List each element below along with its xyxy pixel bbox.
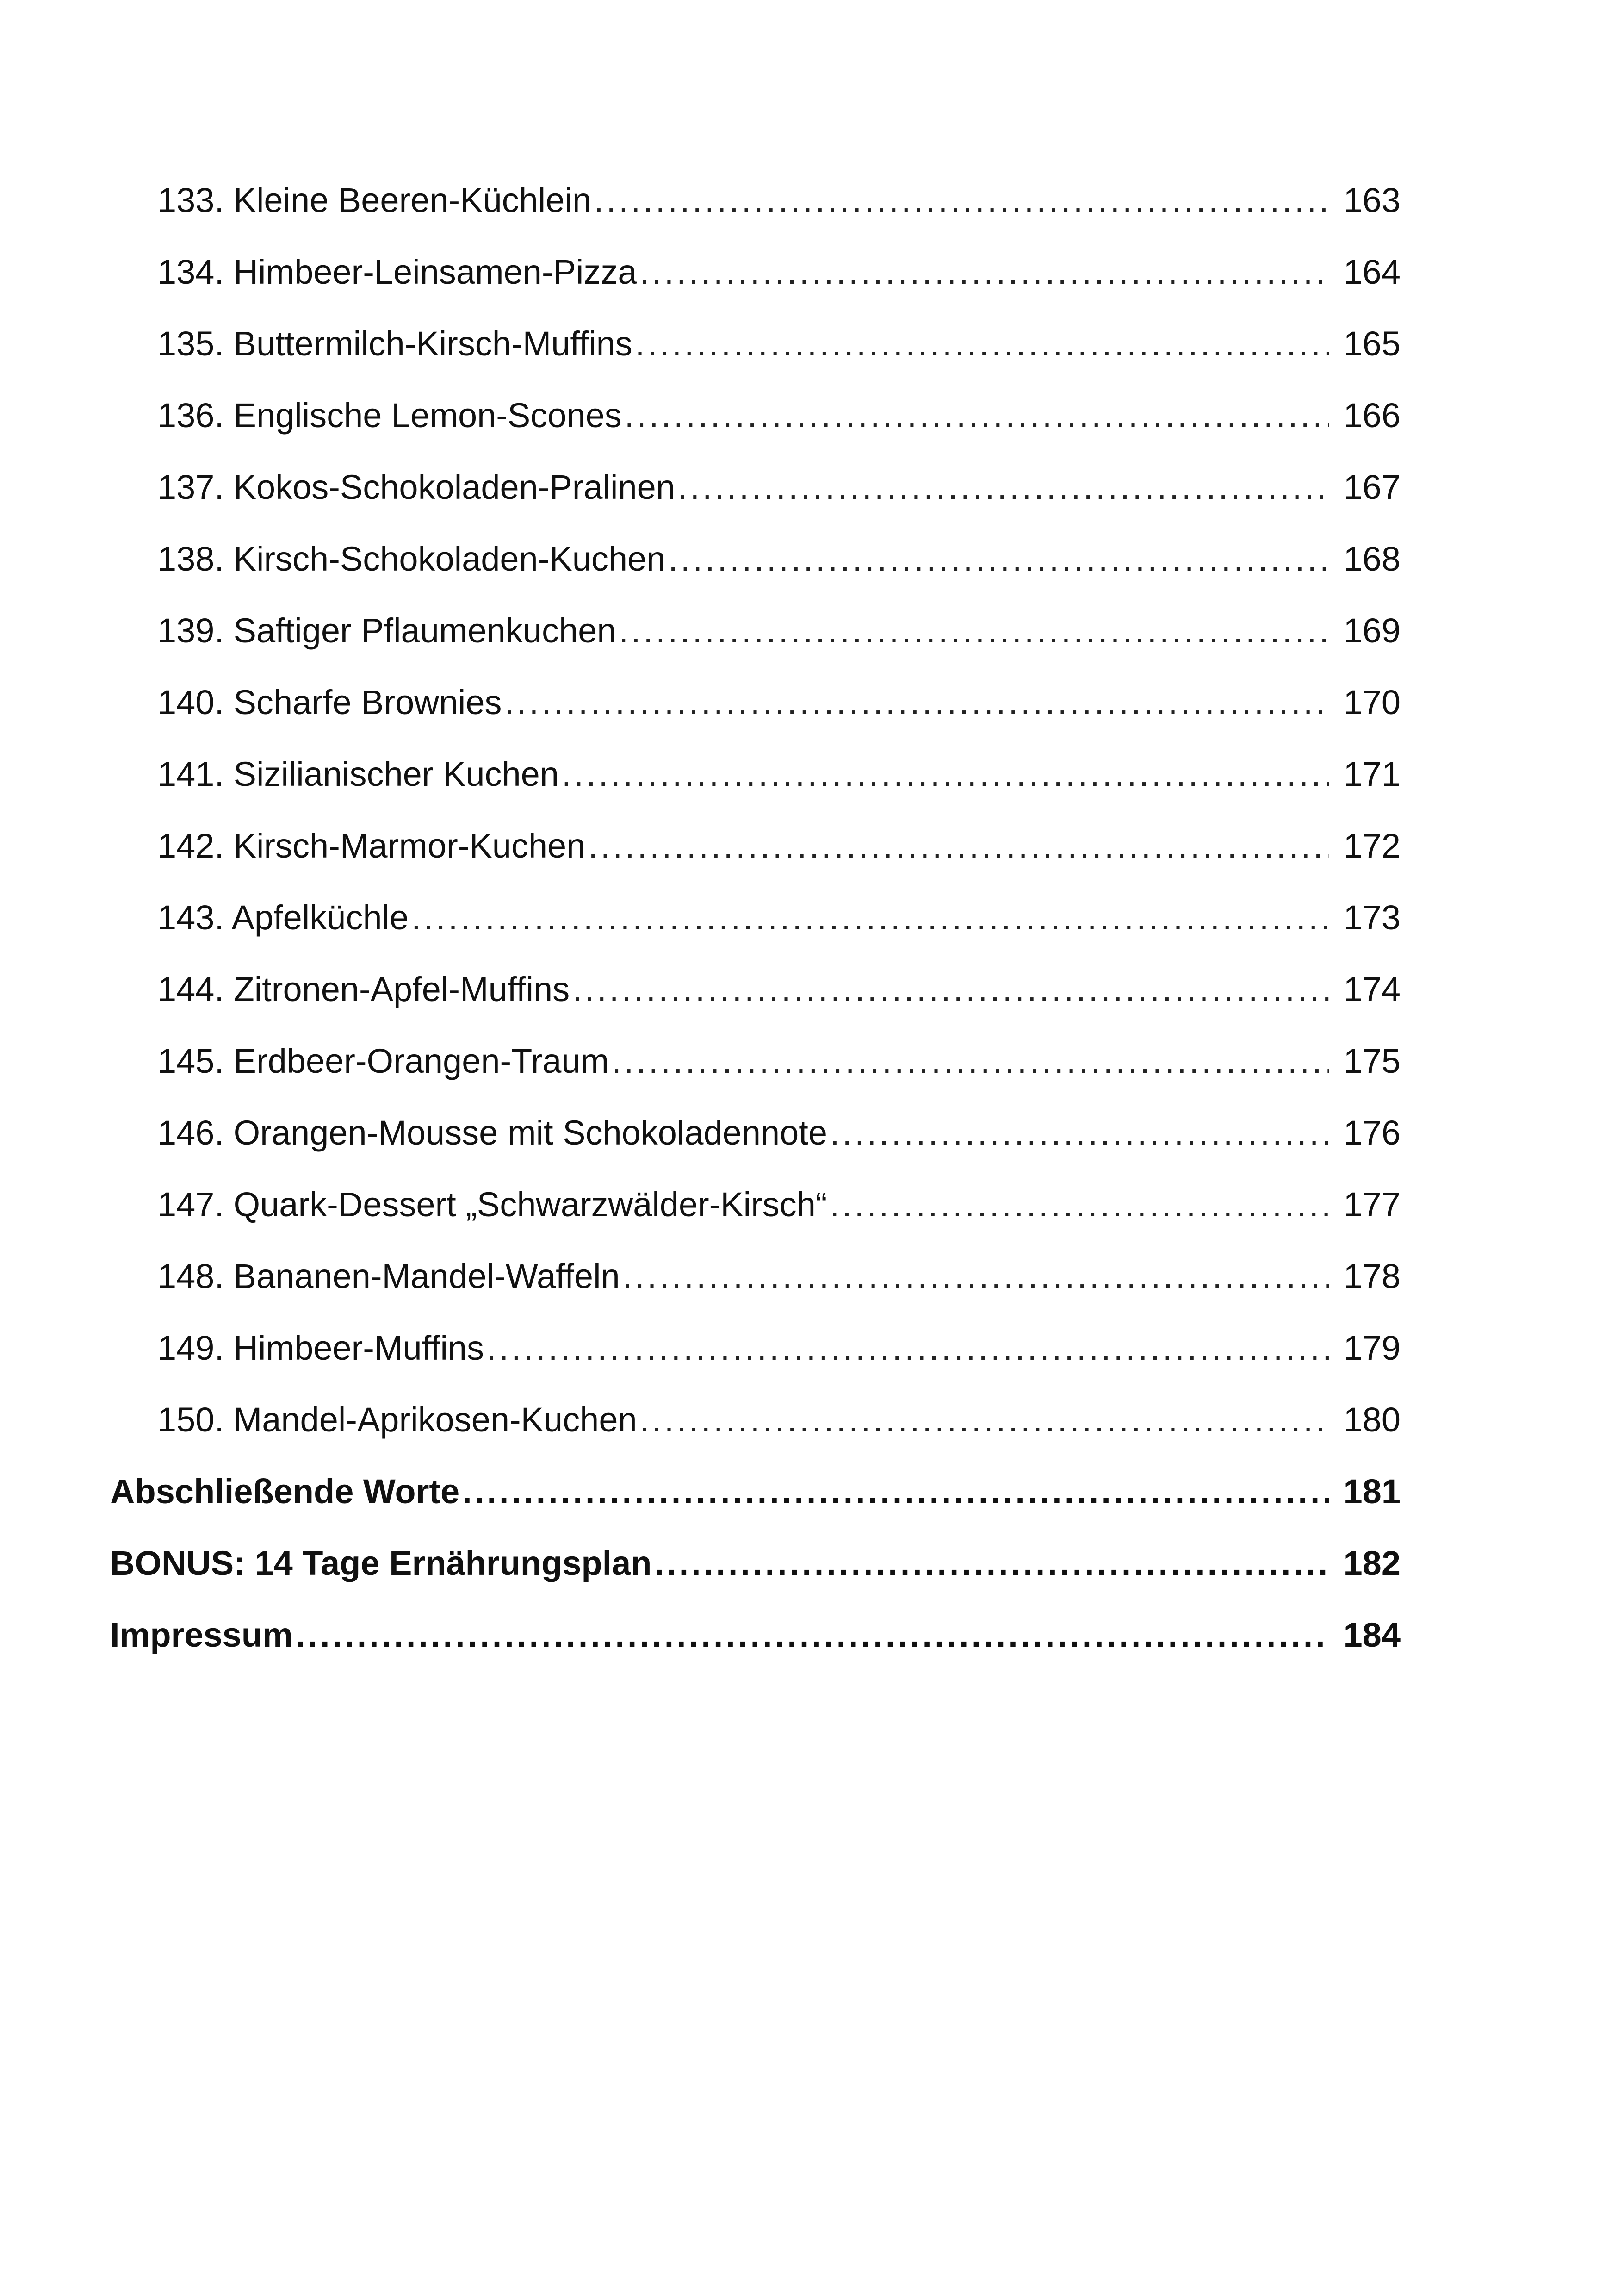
toc-entry-number: 136. [157,396,224,435]
toc-entry[interactable] [157,810,1401,882]
toc-entry-label: Erdbeer-Orangen-Traum [233,1041,609,1080]
toc-entry-label: Kirsch-Schokoladen-Kuchen [233,539,666,578]
toc-entry-label: Sizilianischer Kuchen [233,754,559,793]
toc-entry[interactable] [157,953,1401,1025]
toc-entry-number: 139. [157,611,224,650]
recipe-list [0,164,1618,1456]
toc-page-number: 180 [1329,1403,1401,1437]
toc-page-number: 179 [1329,1331,1401,1365]
toc-page-number: 166 [1329,398,1401,433]
dot-leader [640,1399,1329,1441]
toc-entry-label: Himbeer-Muffins [233,1328,484,1367]
toc-entry-title [157,1041,612,1080]
toc-page-number: 169 [1329,614,1401,648]
toc-entry-title [157,252,639,291]
toc-section-title: Abschließende Worte [110,1475,462,1509]
toc-section-title: Impressum [110,1618,296,1652]
dot-leader [830,1184,1329,1226]
toc-entry-title [157,180,594,219]
dot-leader [612,1040,1329,1082]
toc-entry-title [157,1113,830,1152]
dot-leader [411,897,1329,939]
toc-entry[interactable] [157,738,1401,810]
toc-page-number: 165 [1329,327,1401,361]
section-list [0,1456,1618,1671]
dot-leader [462,1471,1329,1512]
toc-entry[interactable] [157,882,1401,953]
toc-entry-label: Kokos-Schokoladen-Pralinen [233,467,675,506]
dot-leader [487,1327,1329,1369]
toc-entry-title [157,754,562,793]
toc-page-number: 173 [1329,901,1401,935]
toc-entry-number: 141. [157,754,224,793]
dot-leader [625,395,1329,436]
toc-entry[interactable] [157,308,1401,380]
toc-entry-title [157,1259,623,1294]
toc-entry[interactable] [157,595,1401,666]
toc-entry[interactable] [157,1240,1401,1312]
dot-leader [562,753,1329,795]
toc-entry-label: Kirsch-Marmor-Kuchen [233,826,586,865]
dot-leader [639,251,1329,293]
toc-page-number: 174 [1329,972,1401,1007]
toc-entry-number: 138. [157,539,224,578]
toc-entry-number: 142. [157,826,224,865]
toc-page-number: 163 [1329,183,1401,218]
dot-leader [594,180,1329,221]
toc-entry-number: 143. [157,898,224,937]
toc-entry-label: Himbeer-Leinsamen-Pizza [233,252,637,291]
toc-section-title: BONUS: 14 Tage Ernährungsplan [110,1546,655,1580]
dot-leader [678,467,1329,508]
toc-page-number: 175 [1329,1044,1401,1078]
toc-entry-number: 144. [157,970,224,1008]
toc-page-number: 170 [1329,685,1401,720]
table-of-contents [0,164,1618,1671]
toc-entry-title [157,1400,640,1439]
toc-entry[interactable] [157,451,1401,523]
toc-entry-title [157,539,668,578]
toc-entry[interactable] [157,523,1401,595]
toc-entry-number: 140. [157,683,224,722]
toc-entry[interactable] [157,1384,1401,1456]
toc-entry[interactable] [157,164,1401,236]
toc-section-entry[interactable] [110,1599,1401,1671]
toc-entry-label: Englische Lemon-Scones [233,396,622,435]
toc-entry-title [157,1328,487,1367]
toc-page-number: 168 [1329,542,1401,576]
toc-page-number: 167 [1329,470,1401,504]
toc-entry[interactable] [157,1097,1401,1169]
dot-leader [296,1614,1329,1656]
dot-leader [572,969,1329,1010]
toc-entry-title [157,1185,830,1224]
dot-leader [588,825,1329,867]
toc-entry[interactable] [157,1169,1401,1240]
toc-page-number: 178 [1329,1259,1401,1294]
toc-section-entry[interactable] [110,1456,1401,1527]
toc-entry-number: 146. [157,1113,224,1152]
toc-page-number: 164 [1329,255,1401,289]
toc-entry-title [157,467,678,506]
toc-entry-number: 149. [157,1328,224,1367]
toc-entry-label: Quark-Dessert „Schwarzwälder-Kirsch“ [233,1185,827,1224]
toc-entry-title [157,826,588,865]
dot-leader [505,682,1329,723]
toc-entry-number: 133. [157,180,224,219]
toc-entry[interactable] [157,380,1401,451]
toc-entry-title [157,685,505,720]
toc-page-number: 182 [1329,1546,1401,1580]
dot-leader [635,323,1329,365]
toc-section-entry[interactable] [110,1527,1401,1599]
toc-entry-number: 134. [157,252,224,291]
toc-entry-title [157,611,619,650]
toc-entry-title [157,898,411,937]
toc-page-number: 172 [1329,829,1401,863]
toc-page-number: 181 [1329,1475,1401,1509]
toc-entry[interactable] [157,236,1401,308]
toc-entry-number: 145. [157,1041,224,1080]
toc-entry[interactable] [157,1312,1401,1384]
toc-entry-title [157,398,625,433]
dot-leader [655,1543,1330,1584]
toc-entry[interactable] [157,666,1401,738]
toc-entry-label: Apfelküchle [231,898,409,937]
toc-entry-label: Orangen-Mousse mit Schokoladennote [233,1113,827,1152]
toc-entry[interactable] [157,1025,1401,1097]
toc-page-number: 184 [1329,1618,1401,1652]
toc-entry-number: 148. [157,1257,224,1295]
toc-page-number: 171 [1329,757,1401,791]
dot-leader [619,610,1329,652]
toc-page-number: 176 [1329,1116,1401,1150]
toc-entry-title [157,972,572,1007]
toc-entry-number: 147. [157,1185,224,1224]
toc-entry-label: Mandel-Aprikosen-Kuchen [233,1400,637,1439]
toc-entry-label: Saftiger Pflaumenkuchen [233,611,616,650]
toc-entry-number: 135. [157,324,224,363]
toc-entry-label: Zitronen-Apfel-Muffins [233,970,570,1008]
toc-entry-title [157,324,635,363]
toc-entry-number: 150. [157,1400,224,1439]
toc-page-number: 177 [1329,1188,1401,1222]
dot-leader [623,1256,1329,1297]
toc-entry-label: Buttermilch-Kirsch-Muffins [233,324,632,363]
toc-entry-label: Bananen-Mandel-Waffeln [233,1257,620,1295]
dot-leader [668,538,1329,580]
toc-entry-label: Scharfe Brownies [233,683,502,722]
dot-leader [830,1112,1329,1154]
toc-entry-number: 137. [157,467,224,506]
toc-entry-label: Kleine Beeren-Küchlein [233,180,591,219]
